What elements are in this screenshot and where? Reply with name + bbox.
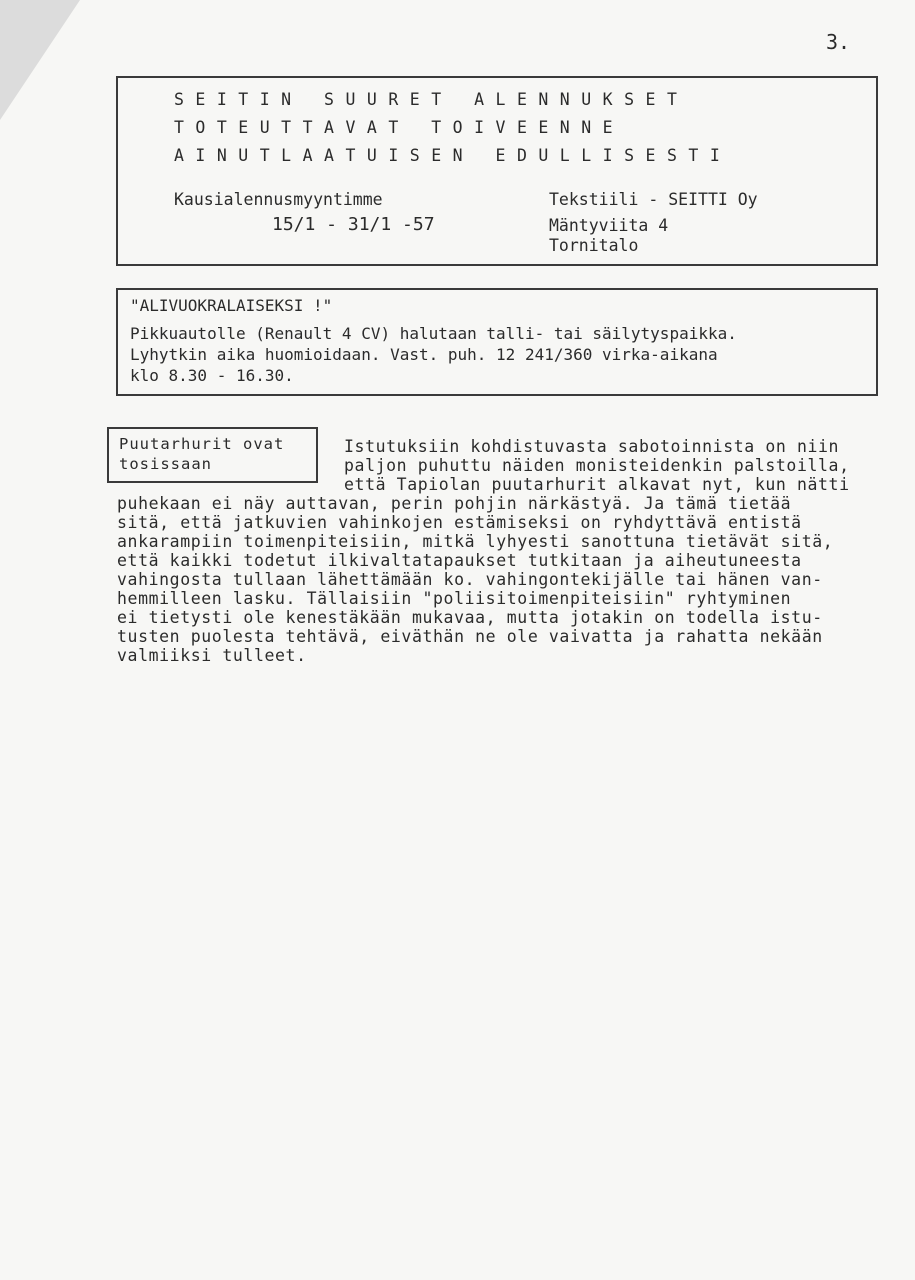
company-street: Mäntyviita 4 [549,216,669,235]
article-line: valmiiksi tulleet. [117,646,307,665]
wanted-title: "ALIVUOKRALAISEKSI !" [130,296,333,315]
wanted-line-2: Lyhytkin aika huomioidaan. Vast. puh. 12 241/360 virka-aikana [130,345,718,364]
article-heading-line-2: tosissaan [119,455,212,473]
sale-dates: 15/1 - 31/1 -57 [272,214,435,235]
company-building: Tornitalo [549,236,639,255]
article-line: puhekaan ei näy auttavan, perin pohjin närkästyä. Ja tämä tietää [117,494,792,513]
article-line: ankarampiin toimenpiteisiin, mitkä lyhyesti sanottuna tietävät sitä, [117,532,834,551]
article-heading-line-1: Puutarhurit ovat [119,435,285,453]
company-name: Tekstiili - SEITTI Oy [549,190,758,209]
sale-advertisement [116,76,878,266]
ad-heading-line-3: AINUTLAATUISEN EDULLISESTI [174,146,732,165]
sale-title: Kausialennusmyyntimme [174,190,383,209]
article-line: että Tapiolan puutarhurit alkavat nyt, kun nätti [344,475,850,494]
wanted-advertisement [116,288,878,396]
article-line: vahingosta tullaan lähettämään ko. vahingontekijälle tai hänen van- [117,570,823,589]
article-line: ei tietysti ole kenestäkään mukavaa, mutta jotakin on todella istu- [117,608,823,627]
article-line: sitä, että jatkuvien vahinkojen estämiseksi on ryhdyttävä entistä [117,513,802,532]
article-line: että kaikki todetut ilkivaltatapaukset tutkitaan ja aiheutuneesta [117,551,802,570]
article-line: tusten puolesta tehtävä, eiväthän ne ole vaivatta ja rahatta nekään [117,627,823,646]
article-line: hemmilleen lasku. Tällaisiin "poliisitoimenpiteisiin" ryhtyminen [117,589,792,608]
wanted-line-1: Pikkuautolle (Renault 4 CV) halutaan talli- tai säilytyspaikka. [130,324,737,343]
folded-corner [0,0,80,120]
article-line: paljon puhuttu näiden monisteidenkin palstoilla, [344,456,850,475]
ad-heading-line-1: SEITIN SUURET ALENNUKSET [174,90,689,109]
wanted-line-3: klo 8.30 - 16.30. [130,366,294,385]
page-number: 3. [826,30,851,54]
article-heading-box [107,427,318,483]
ad-heading-line-2: TOTEUTTAVAT TOIVEENNE [174,118,625,137]
article-line: Istutuksiin kohdistuvasta sabotoinnista on niin [344,437,840,456]
